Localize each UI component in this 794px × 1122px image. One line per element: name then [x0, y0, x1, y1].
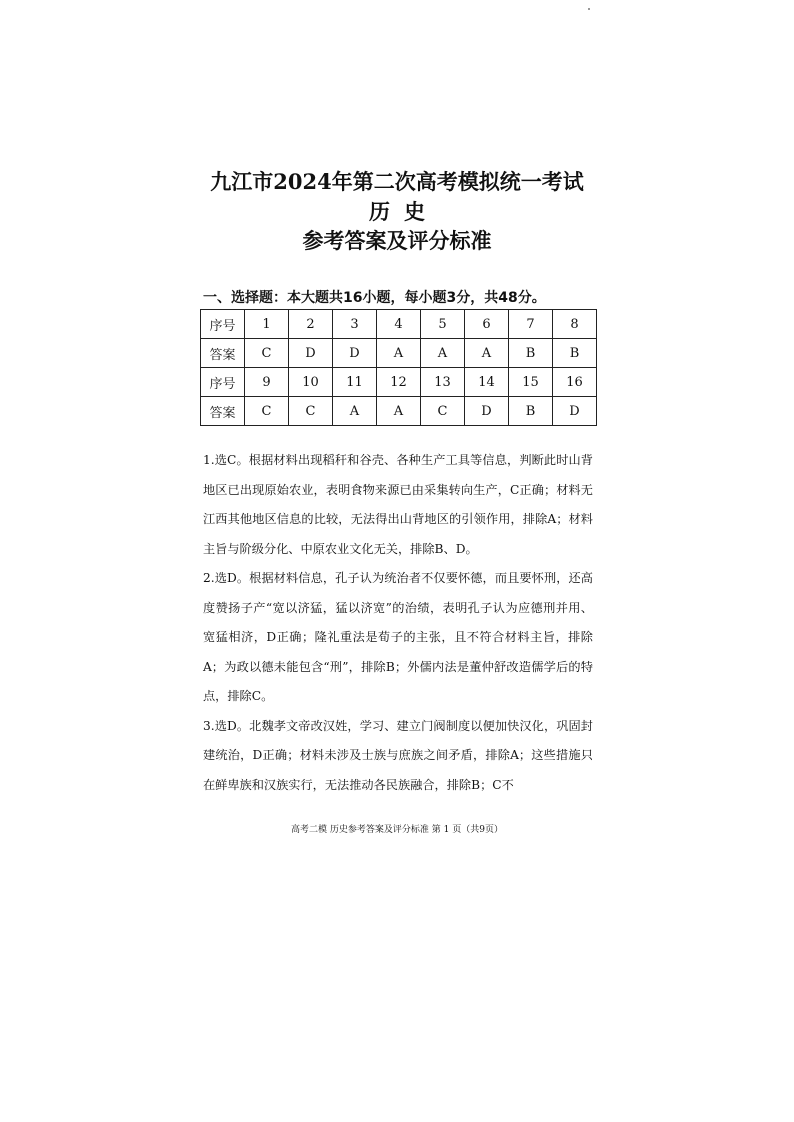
row-label: 答案	[201, 397, 245, 426]
section-heading: 一、选择题：本大题共16小题，每小题3分，共48分。	[203, 290, 546, 306]
table-row	[201, 310, 597, 339]
table-row	[201, 368, 597, 397]
exam-title: 九江市2024年第二次高考模拟统一考试	[210, 169, 584, 194]
table-cell: A	[377, 339, 421, 368]
table-cell: 3	[333, 310, 377, 339]
table-cell: 8	[553, 310, 597, 339]
table-cell: 1	[245, 310, 289, 339]
table-cell: 4	[377, 310, 421, 339]
table-cell: 10	[289, 368, 333, 397]
table-cell: 6	[465, 310, 509, 339]
table-cell: D	[553, 397, 597, 426]
table-cell: 2	[289, 310, 333, 339]
table-cell: 16	[553, 368, 597, 397]
document-subtitle: 参考答案及评分标准	[302, 228, 492, 253]
answer-table	[200, 309, 597, 426]
table-cell: 12	[377, 368, 421, 397]
table-cell: 7	[509, 310, 553, 339]
explanation-3: 3.选D。北魏孝文帝改汉姓，学习、建立门阀制度以便加快汉化，巩固封建统治，D正确；材料未涉及士族与庶族之间矛盾，排除A；这些措施只在鲜卑族和汉族实行，无法推动各民族融合，排除B；C不	[203, 718, 593, 792]
table-cell: B	[509, 339, 553, 368]
table-cell: A	[421, 339, 465, 368]
table-cell: 9	[245, 368, 289, 397]
table-cell: A	[465, 339, 509, 368]
page-footer: 高考二模 历史参考答案及评分标准 第 1 页（共9页）	[291, 825, 503, 835]
table-cell: C	[289, 397, 333, 426]
table-cell: A	[333, 397, 377, 426]
subject-title: 历史	[369, 199, 439, 224]
table-cell: 13	[421, 368, 465, 397]
table-cell: D	[465, 397, 509, 426]
table-cell: D	[289, 339, 333, 368]
table-cell: 11	[333, 368, 377, 397]
scan-speck	[588, 8, 590, 10]
table-cell: 5	[421, 310, 465, 339]
explanation-1: 1.选C。根据材料出现稻秆和谷壳、各种生产工具等信息，判断此时山背地区已出现原始农业，表明食物来源已由采集转向生产，C正确；材料无江西其他地区信息的比较，无法得出山背地区的引领作用，排除A；材料主旨与阶级分化、中原农业文化无关，排除B、D。	[203, 453, 593, 556]
table-cell: C	[245, 397, 289, 426]
table-cell: B	[553, 339, 597, 368]
table-cell: 15	[509, 368, 553, 397]
explanations	[203, 446, 593, 800]
row-label: 答案	[201, 339, 245, 368]
table-cell: A	[377, 397, 421, 426]
table-cell: 14	[465, 368, 509, 397]
row-label: 序号	[201, 310, 245, 339]
table-cell: C	[245, 339, 289, 368]
table-cell: D	[333, 339, 377, 368]
table-cell: C	[421, 397, 465, 426]
explanation-2: 2.选D。根据材料信息，孔子认为统治者不仅要怀德，而且要怀刑，还高度赞扬子产“宽以济猛，猛以济宽”的治绩，表明孔子认为应德刑并用、宽猛相济，D正确；隆礼重法是荀子的主张，且不符合材料主旨，排除A；为政以德未能包含“刑”，排除B；外儒内法是董仲舒改造儒学后的特点，排除C。	[203, 571, 593, 703]
table-row	[201, 339, 597, 368]
table-row	[201, 397, 597, 426]
table-cell: B	[509, 397, 553, 426]
row-label: 序号	[201, 368, 245, 397]
